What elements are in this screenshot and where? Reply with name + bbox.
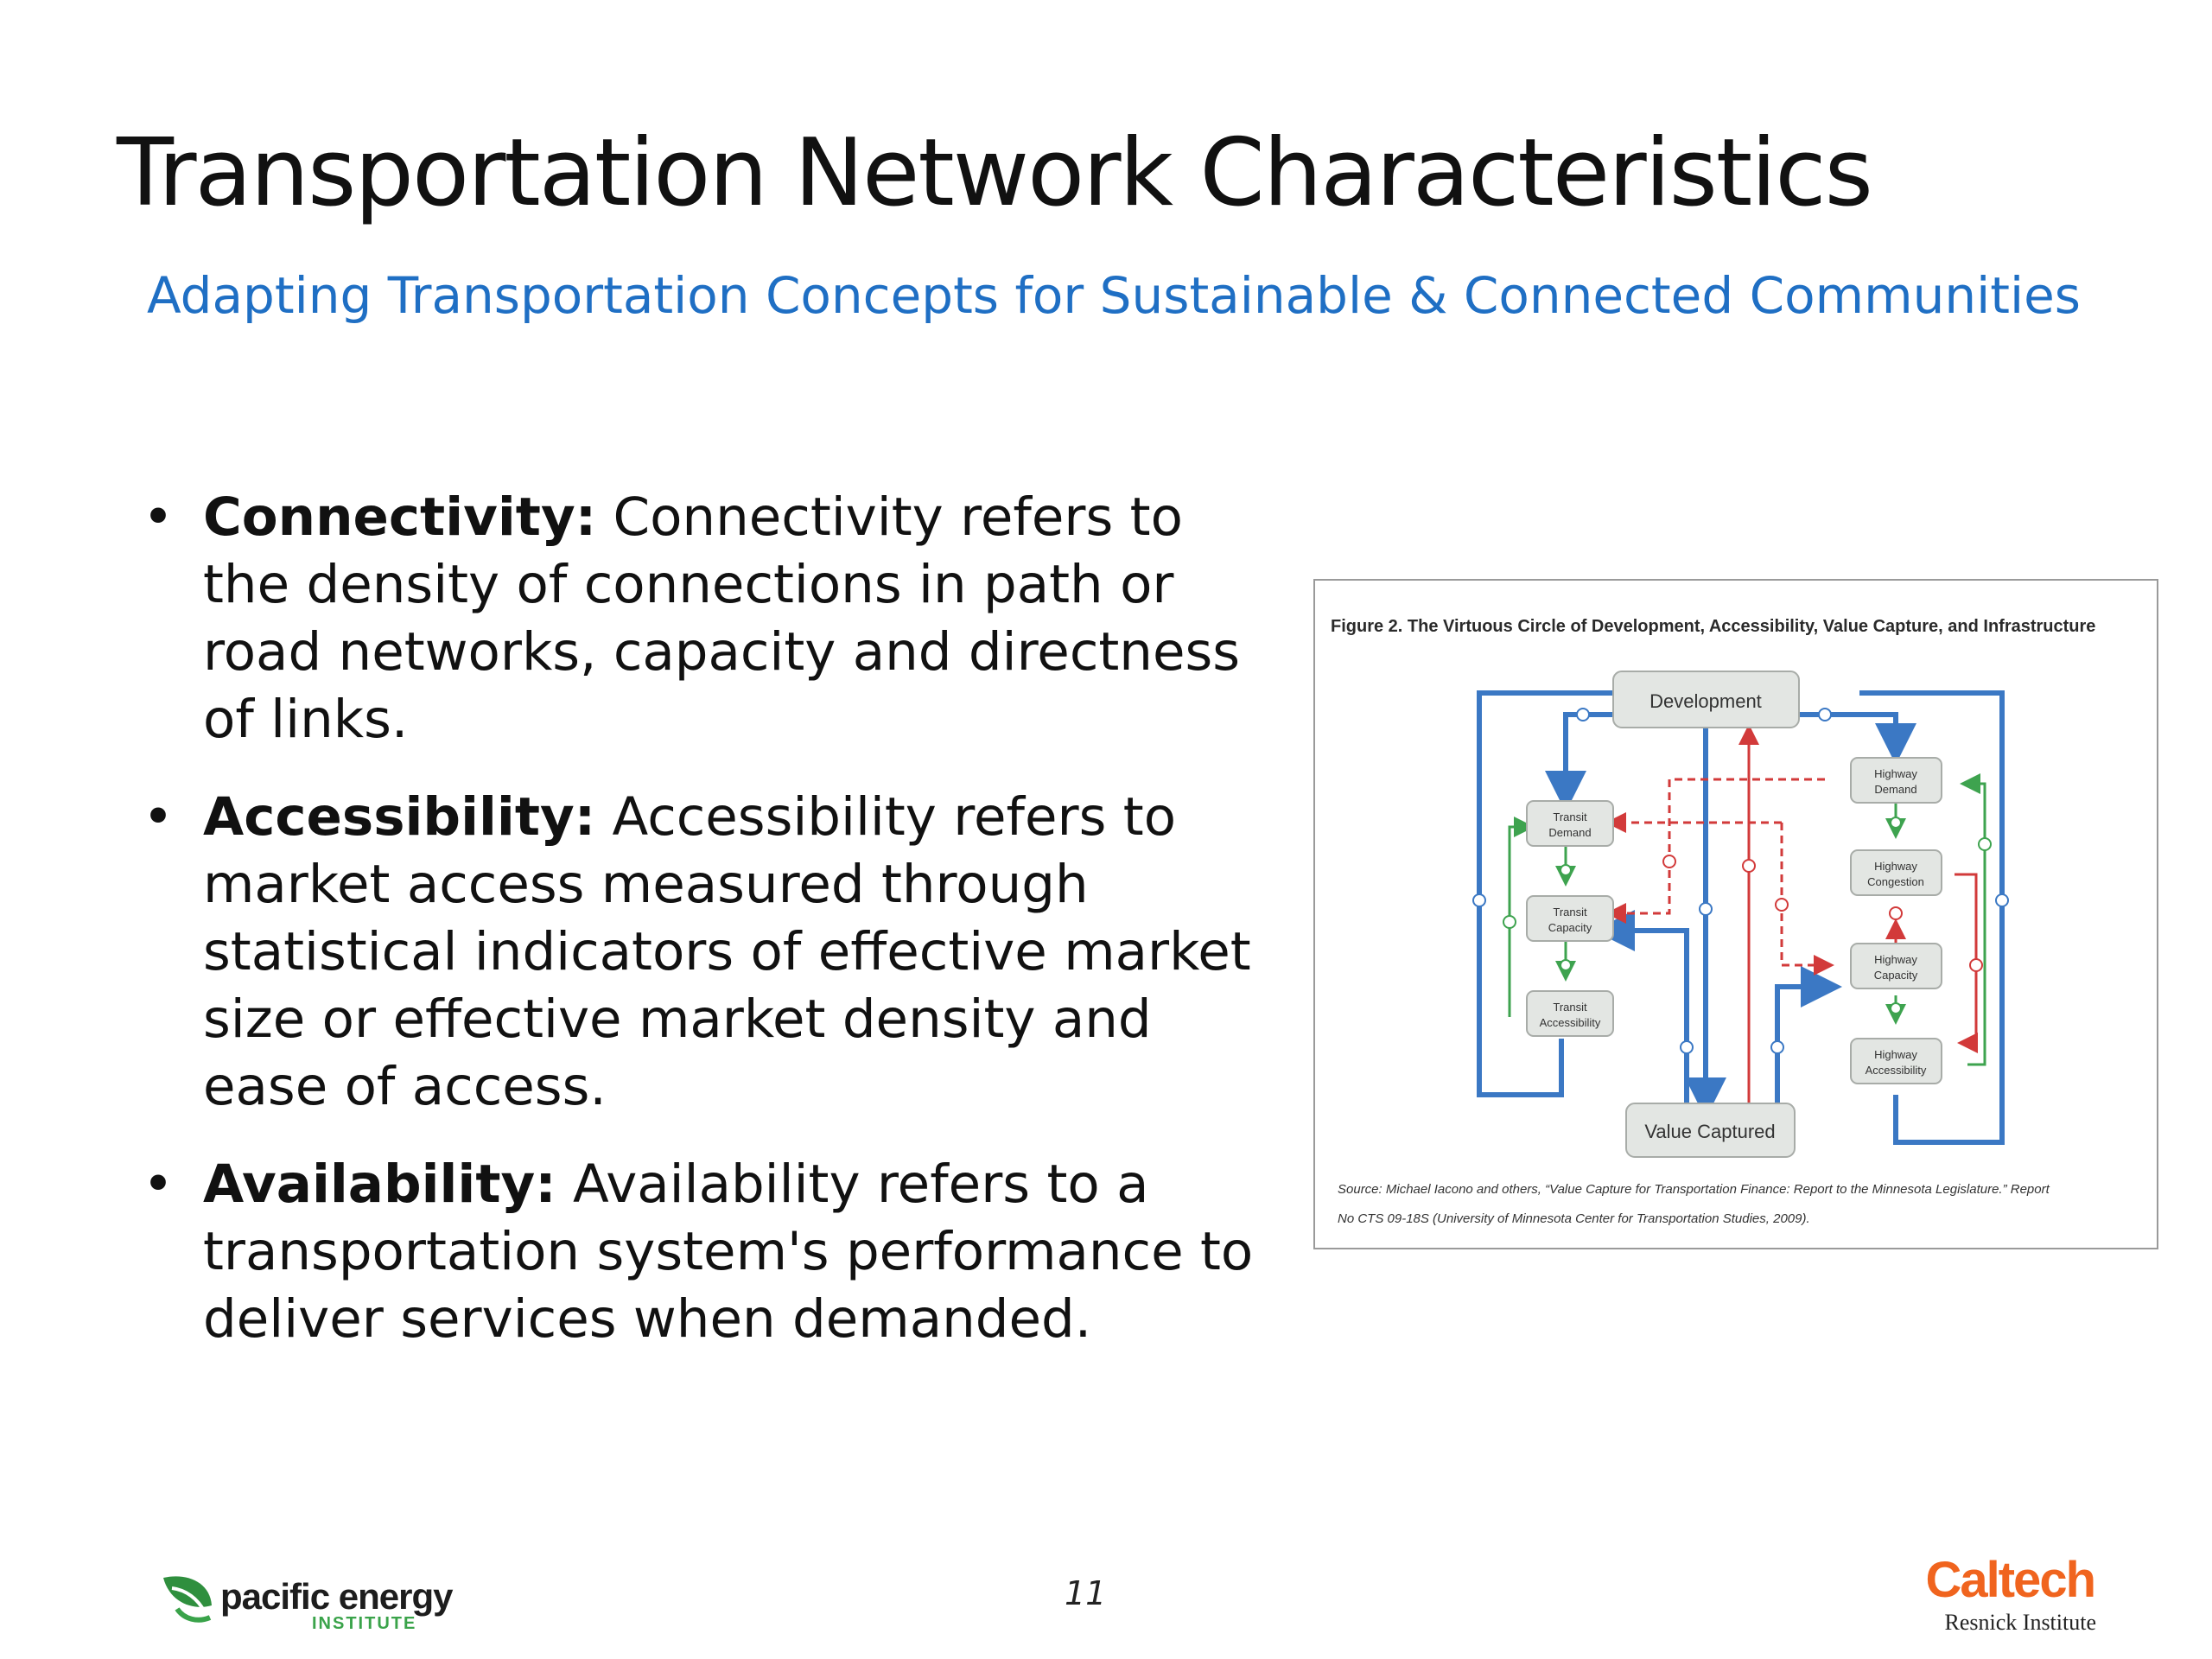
node-value-captured [1626, 1103, 1795, 1157]
pei-logo-name: pacific energy [220, 1576, 453, 1617]
svg-text:Value Captured: Value Captured [1644, 1121, 1776, 1142]
bullet-connectivity [143, 484, 1257, 753]
slide-title: Transportation Network Characteristics [117, 119, 1872, 227]
svg-text:Demand: Demand [1874, 783, 1917, 796]
node-transit-demand [1527, 801, 1613, 846]
svg-text:Highway: Highway [1874, 860, 1917, 873]
slide-subtitle: Adapting Transportation Concepts for Sustainable & Connected Communities [147, 266, 2081, 325]
figure-source-line-2: No CTS 09-18S (University of Minnesota Center for Transportation Studies, 2009). [1338, 1211, 1810, 1226]
svg-text:Transit: Transit [1553, 810, 1587, 823]
bullet-dot-icon: • [143, 1154, 174, 1215]
bullet-availability [143, 1151, 1257, 1353]
bullet-list [143, 484, 1257, 1383]
svg-text:Development: Development [1649, 690, 1762, 712]
pacific-energy-institute-logo [160, 1571, 488, 1640]
node-development [1613, 671, 1799, 728]
node-highway-demand [1851, 758, 1942, 803]
node-transit-accessibility [1527, 991, 1613, 1036]
bullet-text: Availability refers to a transportation system's performance to deliver services when demanded. [203, 1154, 1254, 1350]
svg-text:Accessibility: Accessibility [1539, 1016, 1601, 1029]
node-highway-accessibility [1851, 1039, 1942, 1084]
pei-leaf-icon [160, 1571, 215, 1626]
caltech-resnick-logo [1901, 1551, 2108, 1637]
virtuous-circle-figure [1313, 579, 2158, 1249]
svg-text:Capacity: Capacity [1548, 921, 1592, 934]
svg-text:Congestion: Congestion [1867, 875, 1924, 888]
page-number: 11 [1065, 1574, 1107, 1612]
bullet-dot-icon: • [143, 486, 174, 548]
bullet-text: Connectivity refers to the density of connections in path or road networks, capacity and directness of links. [203, 486, 1241, 750]
svg-text:Highway: Highway [1874, 953, 1917, 966]
node-highway-capacity [1851, 944, 1942, 988]
bullet-text: Accessibility refers to market access measured through statistical indicators of effective market size or effective market density and ease of access. [203, 786, 1251, 1117]
node-highway-congestion [1851, 850, 1942, 895]
svg-text:Transit: Transit [1553, 1001, 1587, 1014]
pei-logo-sub: INSTITUTE [312, 1614, 417, 1633]
svg-text:Transit: Transit [1553, 906, 1587, 918]
red-dashed-arrows [1613, 779, 1827, 965]
bullet-term: Accessibility: [203, 786, 596, 848]
node-transit-capacity [1527, 896, 1613, 941]
figure-source [1338, 1175, 2141, 1234]
svg-text:Highway: Highway [1874, 1048, 1917, 1061]
bullet-term: Availability: [203, 1154, 556, 1215]
bullet-term: Connectivity: [203, 486, 597, 548]
bullet-dot-icon: • [143, 786, 174, 848]
flow-diagram [1315, 581, 2160, 1251]
svg-text:Accessibility: Accessibility [1865, 1064, 1927, 1077]
figure-caption: Figure 2. The Virtuous Circle of Development, Accessibility, Value Capture, and Infrastructure [1331, 617, 2096, 636]
caltech-logo-name: Caltech [1925, 1552, 2094, 1608]
caltech-logo-sub: Resnick Institute [1944, 1610, 2096, 1635]
figure-source-line-1: Source: Michael Iacono and others, “Value Capture for Transportation Finance: Report to the Minnesota Legislature.” Report [1338, 1182, 2050, 1197]
svg-text:Capacity: Capacity [1873, 969, 1918, 982]
bullet-accessibility [143, 784, 1257, 1121]
svg-text:Highway: Highway [1874, 767, 1917, 780]
svg-text:Demand: Demand [1548, 826, 1592, 839]
